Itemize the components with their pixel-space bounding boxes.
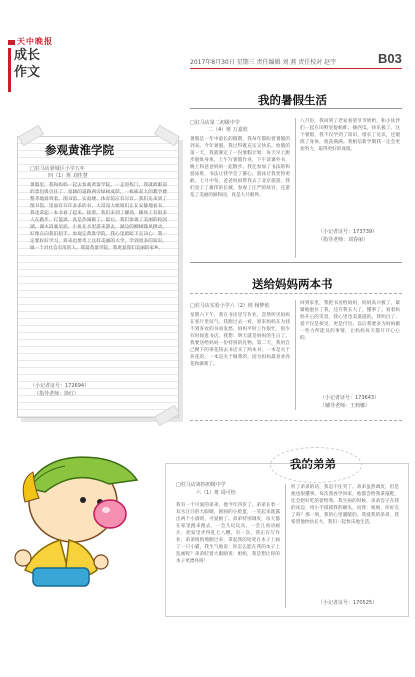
article-byline: 二（4）班 万嘉欣: [208, 127, 248, 133]
advisor: （指导老师：徐红）: [34, 391, 80, 397]
section-title-line1: 成长: [14, 48, 41, 63]
divider: [190, 293, 402, 294]
reporter-id: （小记者证号：173739）: [318, 229, 378, 235]
article-body: 听了弟弟的话，我忍不住笑了。弟弟虽然调皮，但是他也很懂事。每次我放学回家，他都会给我拿拖鞋，还会把好吃的留给我。我生病的时候，弟弟会守在我的床边，用小手摸摸我的额头，问我：姐姐，你好点了吗？那一刻，我的心里暖暖的。我爱我的弟弟，我希望他快快长大，我们一起快乐地生活。: [291, 485, 399, 525]
reporter-id: （小记者证号：173643）: [320, 395, 380, 401]
divider: [190, 262, 402, 263]
article-byline: □驻马店第二初级中学: [190, 120, 240, 126]
article-byline: 四（1）班 刘佳慧: [48, 173, 88, 179]
article-body: 八月份，我回到了老家看望爷爷奶奶，和小伙伴们一起在田野里捉蚂蚱、摘西瓜，快乐极了。这个暑假，我不仅学到了知识，增长了见识，还锻炼了身体，收获满满。我相信新学期我一定会更加努力，取得更好的成绩。: [300, 119, 400, 152]
article-title: 我的弟弟: [290, 457, 336, 471]
article-title: 送给妈妈两本书: [252, 277, 333, 291]
section-title: [14, 47, 58, 81]
article-byline: □驻马店第四初级中学: [176, 482, 226, 488]
flag-icon: [8, 40, 15, 45]
article-byline: □驻马店实验小学六（2）班 杨梦依: [190, 303, 270, 309]
divider: [190, 420, 402, 421]
page-number: B03: [378, 51, 402, 66]
article-byline: 六（1）班 周可怡: [196, 490, 236, 496]
article-body: 暑假是一年中最长的假期，我每年都盼着暑假的到来。今年暑假，我过得既充实又快乐。放假的第一天，我就制定了一份暑假计划：每天早上跑步锻炼身体，上午写暑假作业，下午读课外书，晚上和爸爸妈妈一起散步。我还参加了书法班和游泳班，书法让我学会了静心，游泳让我变得勇敢。七月中旬，爸爸妈妈带我去了北京旅游，我们登上了雄伟的长城，参观了庄严的故宫，还游览了美丽的颐和园，真是大开眼界。: [190, 137, 290, 198]
article-body: 回到家里，我把书送给妈妈，妈妈高兴极了，紧紧地抱住了我，还夸我长大了，懂事了。看着妈妈开心的笑容，我心里也美滋滋的。我明白了：爱不仅是接受，更是付出。以后我要多为妈妈做一些力所能及的事情，让妈妈每天都开开心心的。: [300, 301, 400, 341]
section-title-line2: 作文: [14, 65, 41, 80]
article-title: 参观黄淮学院: [45, 143, 114, 157]
section-accent-bar: [8, 48, 11, 92]
reporter-id: （小记者证号：172694）: [30, 383, 90, 389]
divider: [190, 108, 402, 109]
article-body: 我有一个可爱的弟弟，他今年四岁了。弟弟长着一双水汪汪的大眼睛，圆圆的小脸蛋，一笑起来就露出两个小酒窝，可爱极了。弟弟特别调皮，每天都在家里跑来跑去，一会儿玩玩具，一会儿看动画片，把家里弄得乱七八糟。有一次，我正在写作业，弟弟悄悄地跑过来，拿起我的铅笔在本子上画了一只小猫，我生气地说：你怎么能在我的本子上乱画呢？弟弟眨着大眼睛说：姐姐，我是想让你的本子更漂亮呀！: [176, 503, 280, 564]
logo-text: 天中晚报: [17, 36, 53, 46]
advisor: （指导老师：刘春丽）: [318, 237, 369, 243]
newspaper-logo: [8, 36, 53, 47]
boy-mascot-illustration: [5, 440, 145, 590]
article-title: 我的暑假生活: [258, 93, 327, 107]
column-divider: [285, 484, 286, 608]
reporter-id: （小记者证号：170525）: [318, 600, 378, 606]
header-rule: [190, 68, 402, 69]
date-line: 2017年8月30日 星期三 责任编辑 刘 燕 责任校对 赵宇: [190, 59, 337, 66]
advisor: （辅导老师：王莉娜）: [320, 403, 371, 409]
article-body: 星期六下午，我在书房里写作业，忽然听见妈妈在客厅里叹气。我跑过去一看，原来妈妈在为找不到喜欢的书而发愁。妈妈平时工作很忙，很少有时间逛书店。我想：明天就是妈妈的生日了，我要送给妈妈一份特别的礼物。第二天，我用自己攒下的零花钱去书店买了两本书，一本是关于养花的，一本是关于做菜的，因为妈妈最喜欢养花和做菜了。: [190, 313, 290, 367]
column-divider: [295, 118, 296, 258]
column-divider: [295, 300, 296, 410]
article-body: 暑假里，我和妈妈一起去参观黄淮学院。一走进校门，我就被眼前的景色吸引住了：宽阔的道路两旁绿树成荫，一栋栋高大的教学楼整齐地排列着，图书馆、实验楼、体育馆应有尽有。我们先来到了图书馆，里面有许许多多的书，大哥哥大姐姐们正在安静地看书，我也拿起一本书看了起来。接着，我们来到了操场，操场上有很多人在跑步、打篮球，真是热闹极了。最后，我们参观了美丽的校园湖，湖水清澈见底，小鱼在水里游来游去，湖边的柳树随风摆动，好像在向我们招手。参观完黄淮学院，我心里暗暗下定决心：我一定要好好学习，将来也要考上这样美丽的大学，学到更多的知识，做一个对社会有用的人。我爱黄淮学院，我更爱我们美丽的家乡。: [30, 183, 167, 251]
article-byline: □驻马店驿城区小学五年: [30, 166, 85, 172]
